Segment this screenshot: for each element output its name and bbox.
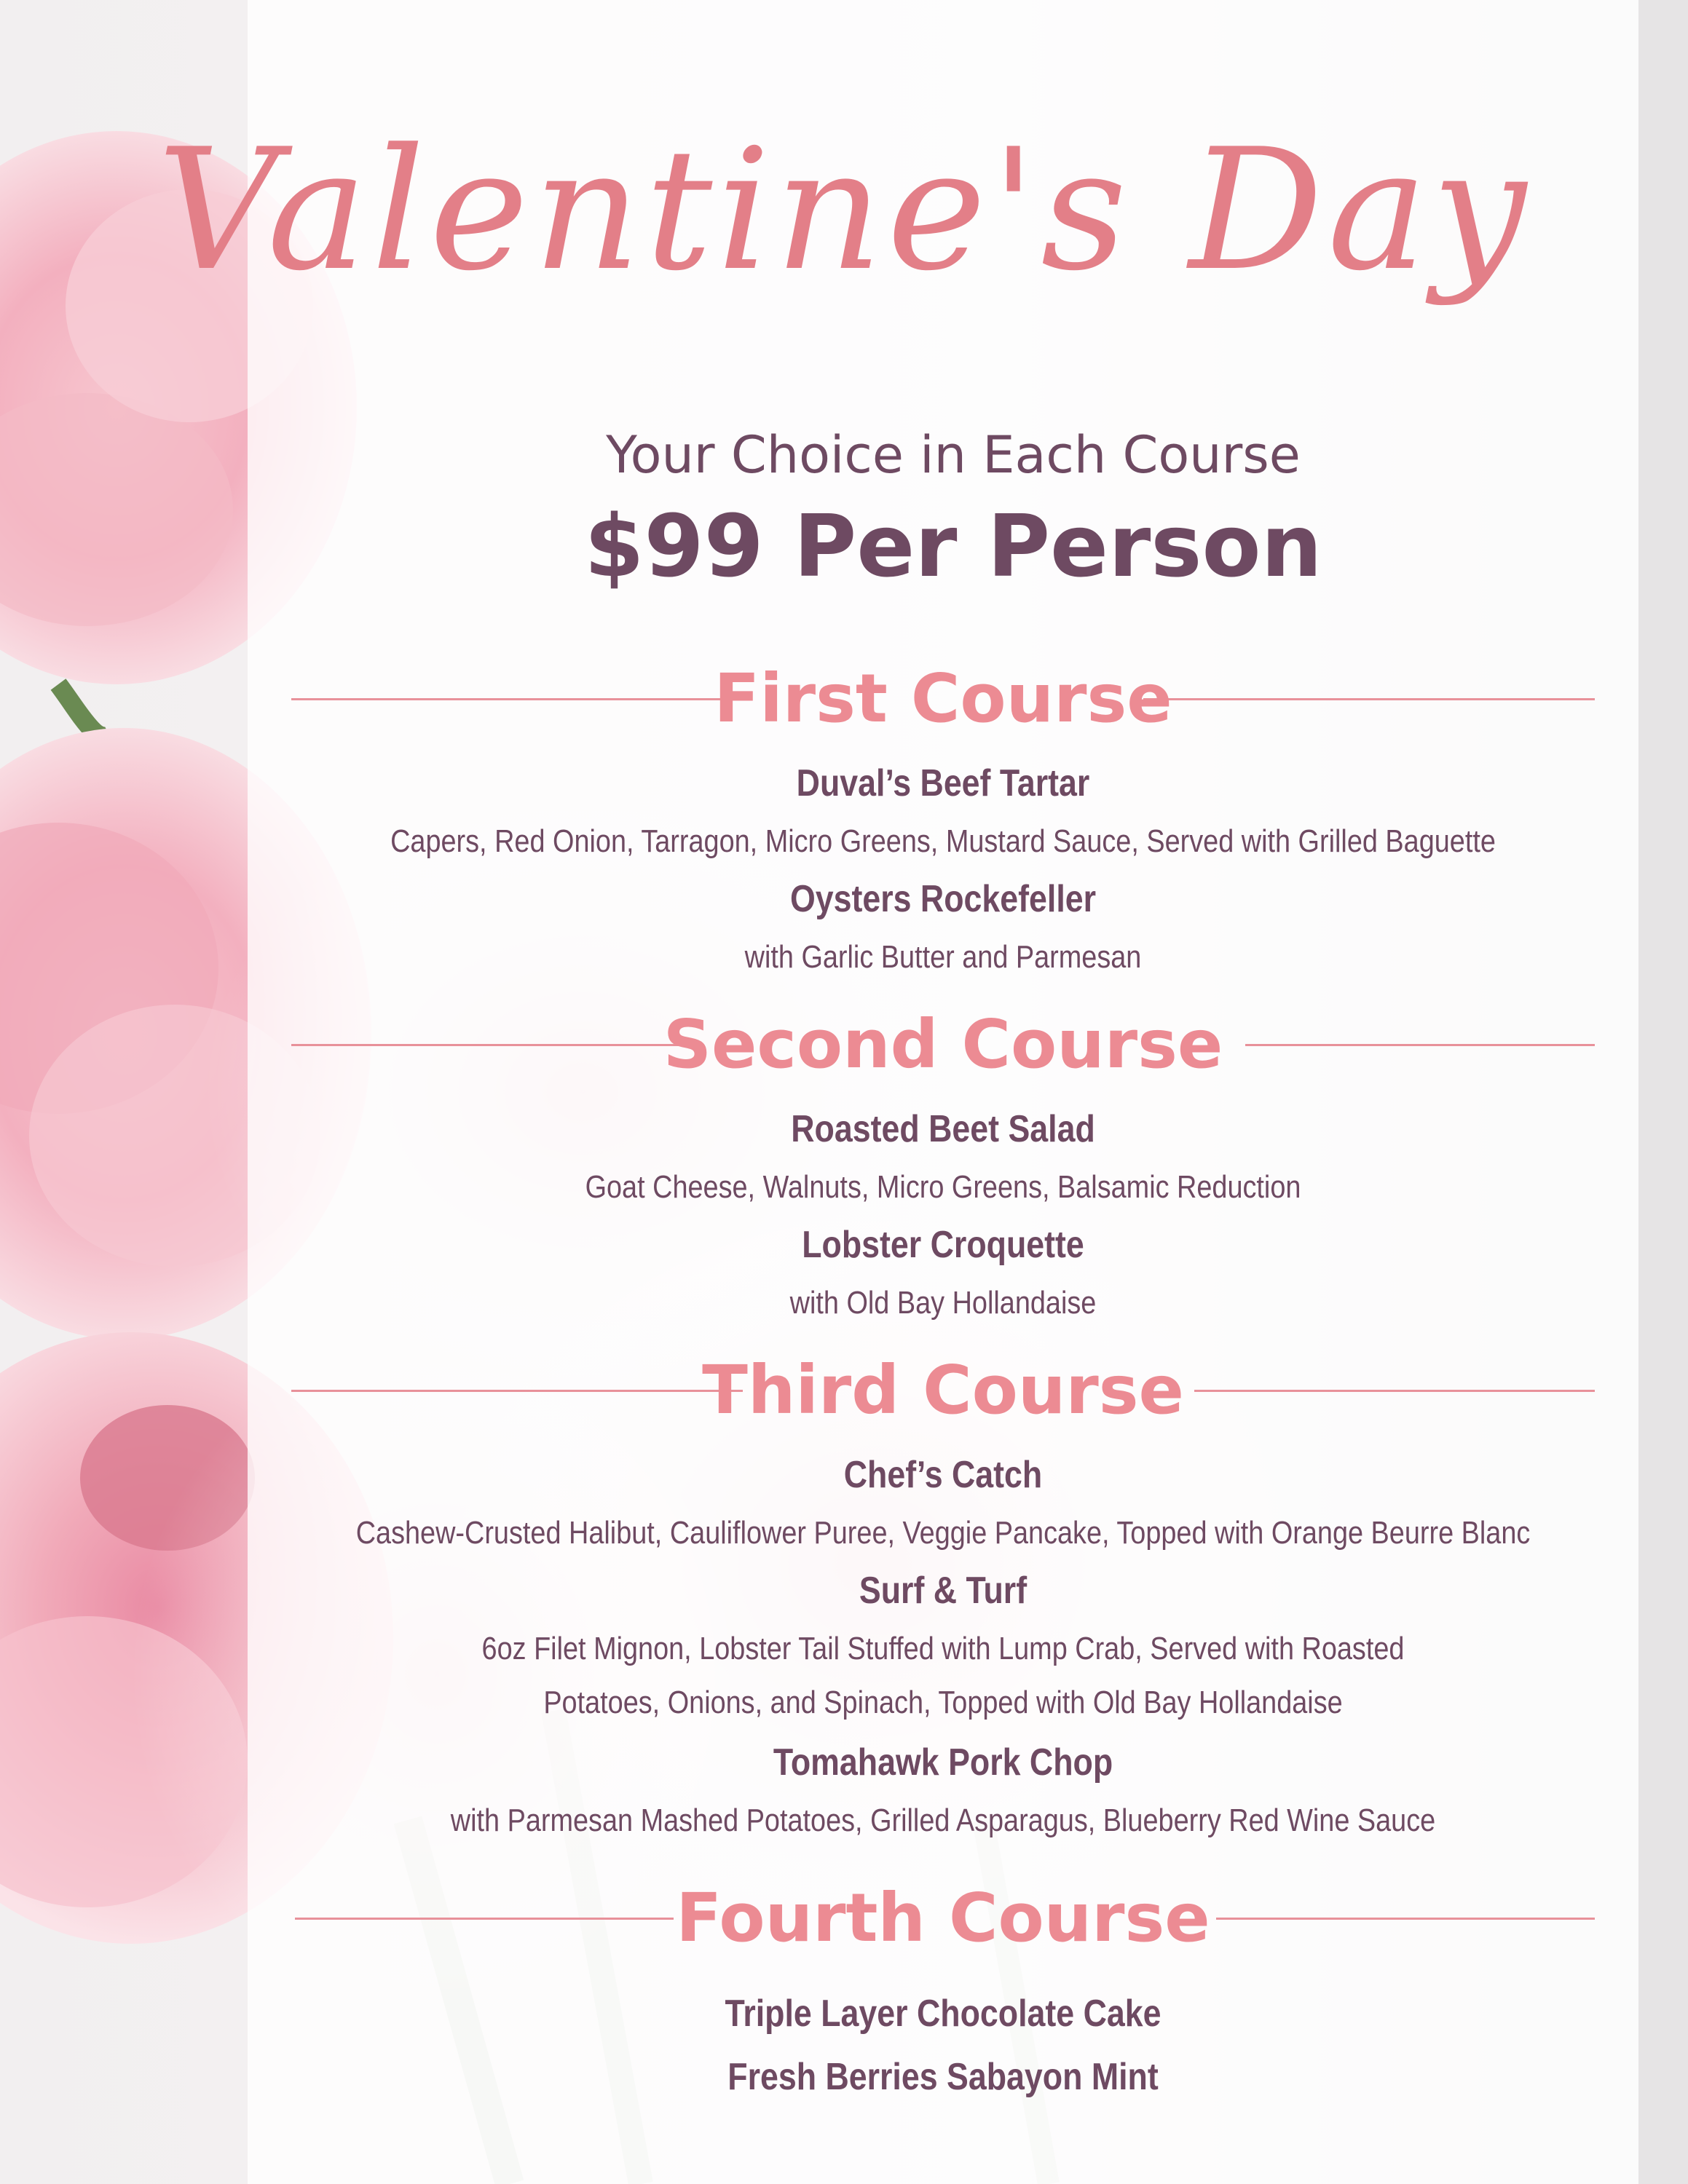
page-title: Valentine's Day [157,114,1531,308]
dish-description: with Parmesan Mashed Potatoes, Grilled Asparagus, Blueberry Red Wine Sauce [450,1803,1436,1838]
dish-name: Oysters Rockefeller [789,878,1097,920]
dish-description: Goat Cheese, Walnuts, Micro Greens, Balsamic Reduction [585,1169,1301,1205]
dish-name: Surf & Turf [859,1570,1028,1612]
dish-name: Tomahawk Pork Chop [773,1741,1113,1784]
course-title: Fourth Course [676,1879,1210,1957]
dish-name: Fresh Berries Sabayon Mint [727,2056,1159,2098]
menu-price: $99 Per Person [584,496,1322,596]
dish-description-line: Potatoes, Onions, and Spinach, Topped with Old Bay Hollandaise [543,1685,1343,1720]
dish-description: Cashew-Crusted Halibut, Cauliflower Puree, Veggie Pancake, Topped with Orange Beurre Blanc [355,1515,1531,1551]
menu-subtitle: Your Choice in Each Course [606,425,1301,485]
course-heading-first [248,659,1638,739]
menu-panel [248,0,1638,2184]
dish-name: Roasted Beet Salad [791,1108,1095,1150]
dish-name: Duval’s Beef Tartar [796,762,1090,804]
dish-description: with Garlic Butter and Parmesan [744,939,1142,975]
course-title: First Course [714,660,1172,737]
course-heading-second [248,1005,1638,1085]
dish-name: Lobster Croquette [802,1224,1084,1266]
course-title: Second Course [663,1005,1223,1083]
dish-name: Triple Layer Chocolate Cake [725,1993,1162,2035]
dish-name: Chef’s Catch [843,1454,1043,1496]
dish-description: with Old Bay Hollandaise [789,1285,1097,1321]
dish-description: Capers, Red Onion, Tarragon, Micro Greens, Mustard Sauce, Served with Grilled Baguette [390,823,1496,859]
course-heading-third [248,1350,1638,1431]
dish-description-line: 6oz Filet Mignon, Lobster Tail Stuffed with Lump Crab, Served with Roasted [481,1631,1405,1666]
course-title: Third Course [702,1351,1184,1429]
course-heading-fourth [248,1878,1638,1958]
